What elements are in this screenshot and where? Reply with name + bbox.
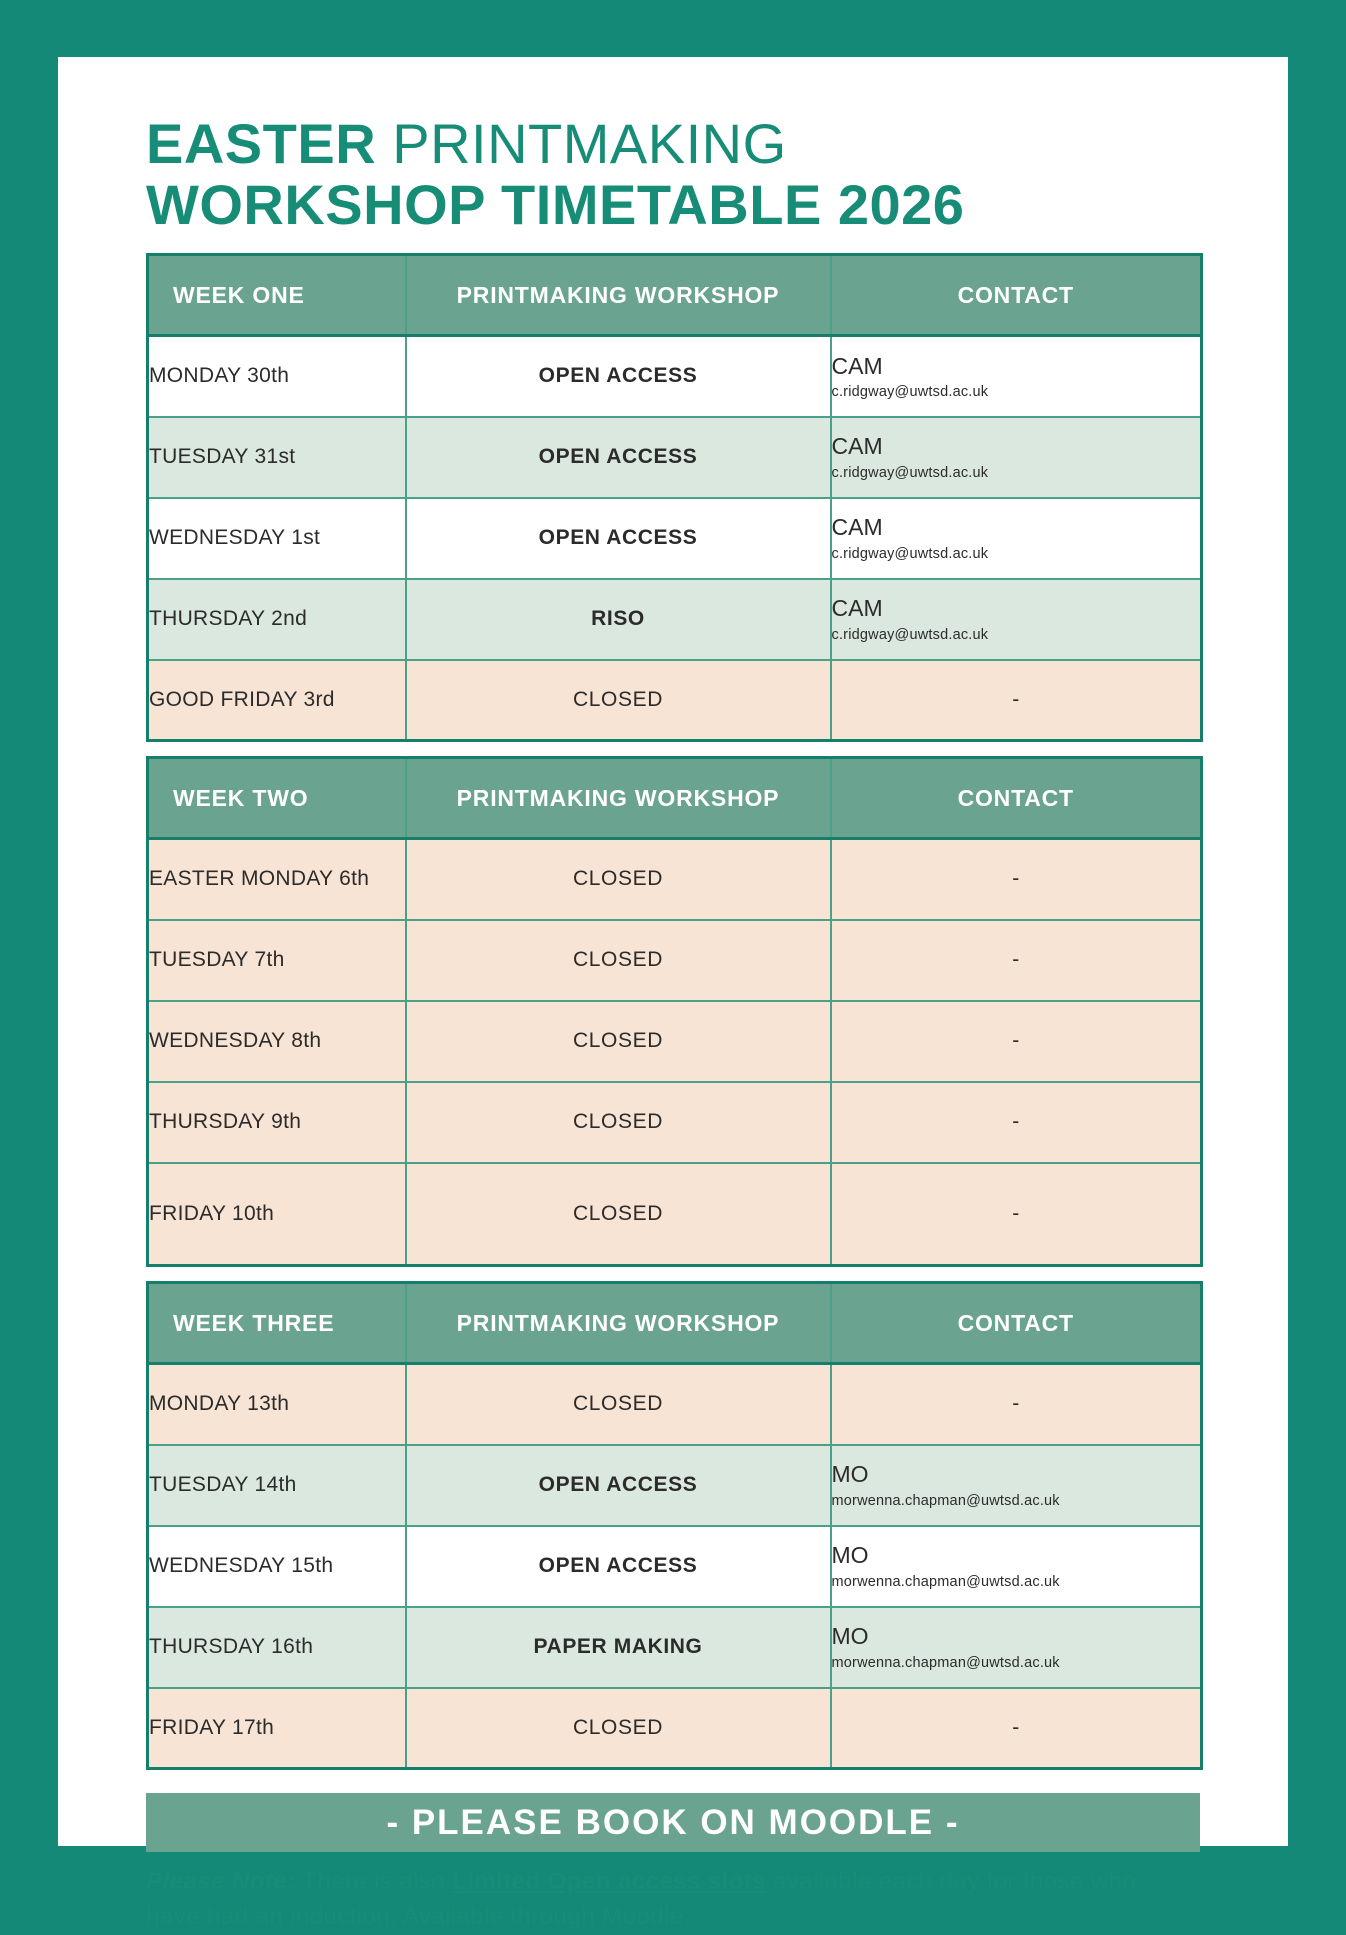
contact-email: c.ridgway@uwtsd.ac.uk (831, 626, 989, 643)
contact-cell: - (831, 839, 1202, 920)
contact-name: CAM (831, 433, 883, 460)
workshop-cell: CLOSED (406, 1364, 831, 1445)
workshop-cell: RISO (406, 579, 831, 660)
workshop-cell: OPEN ACCESS (406, 498, 831, 579)
banner-label: - PLEASE BOOK ON MOODLE - (386, 1802, 960, 1842)
contact-cell (831, 1607, 1202, 1688)
contact-cell: - (831, 920, 1202, 1001)
table-row (148, 579, 1202, 660)
column-header-week-two: WEEK TWO (148, 758, 406, 839)
contact-email: c.ridgway@uwtsd.ac.uk (831, 384, 989, 401)
column-header-contact: CONTACT (831, 255, 1202, 336)
day-cell: TUESDAY 31st (148, 417, 406, 498)
workshop-cell: OPEN ACCESS (406, 417, 831, 498)
workshop-cell: CLOSED (406, 1688, 831, 1769)
contact-cell: - (831, 660, 1202, 741)
day-cell: WEDNESDAY 1st (148, 498, 406, 579)
contact-cell: - (831, 1082, 1202, 1163)
workshop-cell: CLOSED (406, 660, 831, 741)
table-row (148, 1001, 1202, 1082)
header-row (148, 758, 1202, 839)
contact-name: CAM (831, 352, 883, 379)
contact-email: c.ridgway@uwtsd.ac.uk (831, 464, 989, 481)
contact-cell: - (831, 1364, 1202, 1445)
day-cell: WEDNESDAY 8th (148, 1001, 406, 1082)
poster-content (146, 57, 1200, 1935)
poster-title (146, 113, 1200, 235)
header-row (148, 255, 1202, 336)
contact-cell (831, 498, 1202, 579)
column-header-contact: CONTACT (831, 1283, 1202, 1364)
table-row (148, 920, 1202, 1001)
contact-cell (831, 1445, 1202, 1526)
title-easter: EASTER (146, 112, 377, 175)
timetable-week-two (146, 756, 1203, 1267)
day-cell: THURSDAY 9th (148, 1082, 406, 1163)
contact-name: MO (831, 1461, 869, 1488)
workshop-cell: CLOSED (406, 1163, 831, 1266)
table-row (148, 1526, 1202, 1607)
table-row (148, 498, 1202, 579)
contact-cell: - (831, 1001, 1202, 1082)
table-row (148, 417, 1202, 498)
title-printmaking: PRINTMAKING (392, 112, 787, 175)
contact-email: c.ridgway@uwtsd.ac.uk (831, 545, 989, 562)
please-note-text (146, 1865, 1186, 1935)
contact-cell (831, 417, 1202, 498)
day-cell: GOOD FRIDAY 3rd (148, 660, 406, 741)
poster-sheet (58, 57, 1288, 1930)
table-row (148, 1082, 1202, 1163)
workshop-cell: OPEN ACCESS (406, 336, 831, 417)
contact-name: MO (831, 1542, 869, 1569)
contact-name: MO (831, 1623, 869, 1650)
day-cell: MONDAY 30th (148, 336, 406, 417)
contact-email: morwenna.chapman@uwtsd.ac.uk (831, 1654, 1060, 1671)
workshop-cell: OPEN ACCESS (406, 1526, 831, 1607)
day-cell: THURSDAY 2nd (148, 579, 406, 660)
workshop-cell: CLOSED (406, 1001, 831, 1082)
note-before-link: There is also (295, 1868, 452, 1896)
contact-cell: - (831, 1688, 1202, 1769)
table-row (148, 1163, 1202, 1266)
contact-cell (831, 1526, 1202, 1607)
timetable-week-one (146, 253, 1203, 742)
column-header-printmaking-workshop: PRINTMAKING WORKSHOP (406, 758, 831, 839)
workshop-cell: OPEN ACCESS (406, 1445, 831, 1526)
column-header-printmaking-workshop: PRINTMAKING WORKSHOP (406, 255, 831, 336)
day-cell: THURSDAY 16th (148, 1607, 406, 1688)
day-cell: FRIDAY 17th (148, 1688, 406, 1769)
timetable-week-three (146, 1281, 1203, 1770)
table-row (148, 660, 1202, 741)
day-cell: TUESDAY 14th (148, 1445, 406, 1526)
contact-cell: - (831, 1163, 1202, 1266)
table-row (148, 1445, 1202, 1526)
column-header-week-one: WEEK ONE (148, 255, 406, 336)
header-row (148, 1283, 1202, 1364)
title-line1 (146, 113, 1200, 174)
contact-cell (831, 579, 1202, 660)
workshop-cell: PAPER MAKING (406, 1607, 831, 1688)
contact-cell (831, 336, 1202, 417)
note-lead: Please Note: (146, 1868, 296, 1896)
note-open-access-link: Limited Open access slots (451, 1868, 766, 1896)
day-cell: WEDNESDAY 15th (148, 1526, 406, 1607)
table-row (148, 336, 1202, 417)
contact-email: morwenna.chapman@uwtsd.ac.uk (831, 1573, 1060, 1590)
column-header-week-three: WEEK THREE (148, 1283, 406, 1364)
workshop-cell: CLOSED (406, 839, 831, 920)
workshop-cell: CLOSED (406, 920, 831, 1001)
day-cell: MONDAY 13th (148, 1364, 406, 1445)
day-cell: TUESDAY 7th (148, 920, 406, 1001)
table-row (148, 839, 1202, 920)
table-row (148, 1607, 1202, 1688)
day-cell: EASTER MONDAY 6th (148, 839, 406, 920)
column-header-printmaking-workshop: PRINTMAKING WORKSHOP (406, 1283, 831, 1364)
table-row (148, 1364, 1202, 1445)
contact-name: CAM (831, 514, 883, 541)
workshop-cell: CLOSED (406, 1082, 831, 1163)
table-row (148, 1688, 1202, 1769)
column-header-contact: CONTACT (831, 758, 1202, 839)
title-line2: WORKSHOP TIMETABLE 2026 (146, 173, 965, 237)
contact-email: morwenna.chapman@uwtsd.ac.uk (831, 1492, 1060, 1509)
day-cell: FRIDAY 10th (148, 1163, 406, 1266)
book-on-moodle-banner (146, 1793, 1200, 1852)
note-after-link: available each day for those who have had an induction. Available through Moodle. (146, 1868, 1137, 1930)
contact-name: CAM (831, 595, 883, 622)
